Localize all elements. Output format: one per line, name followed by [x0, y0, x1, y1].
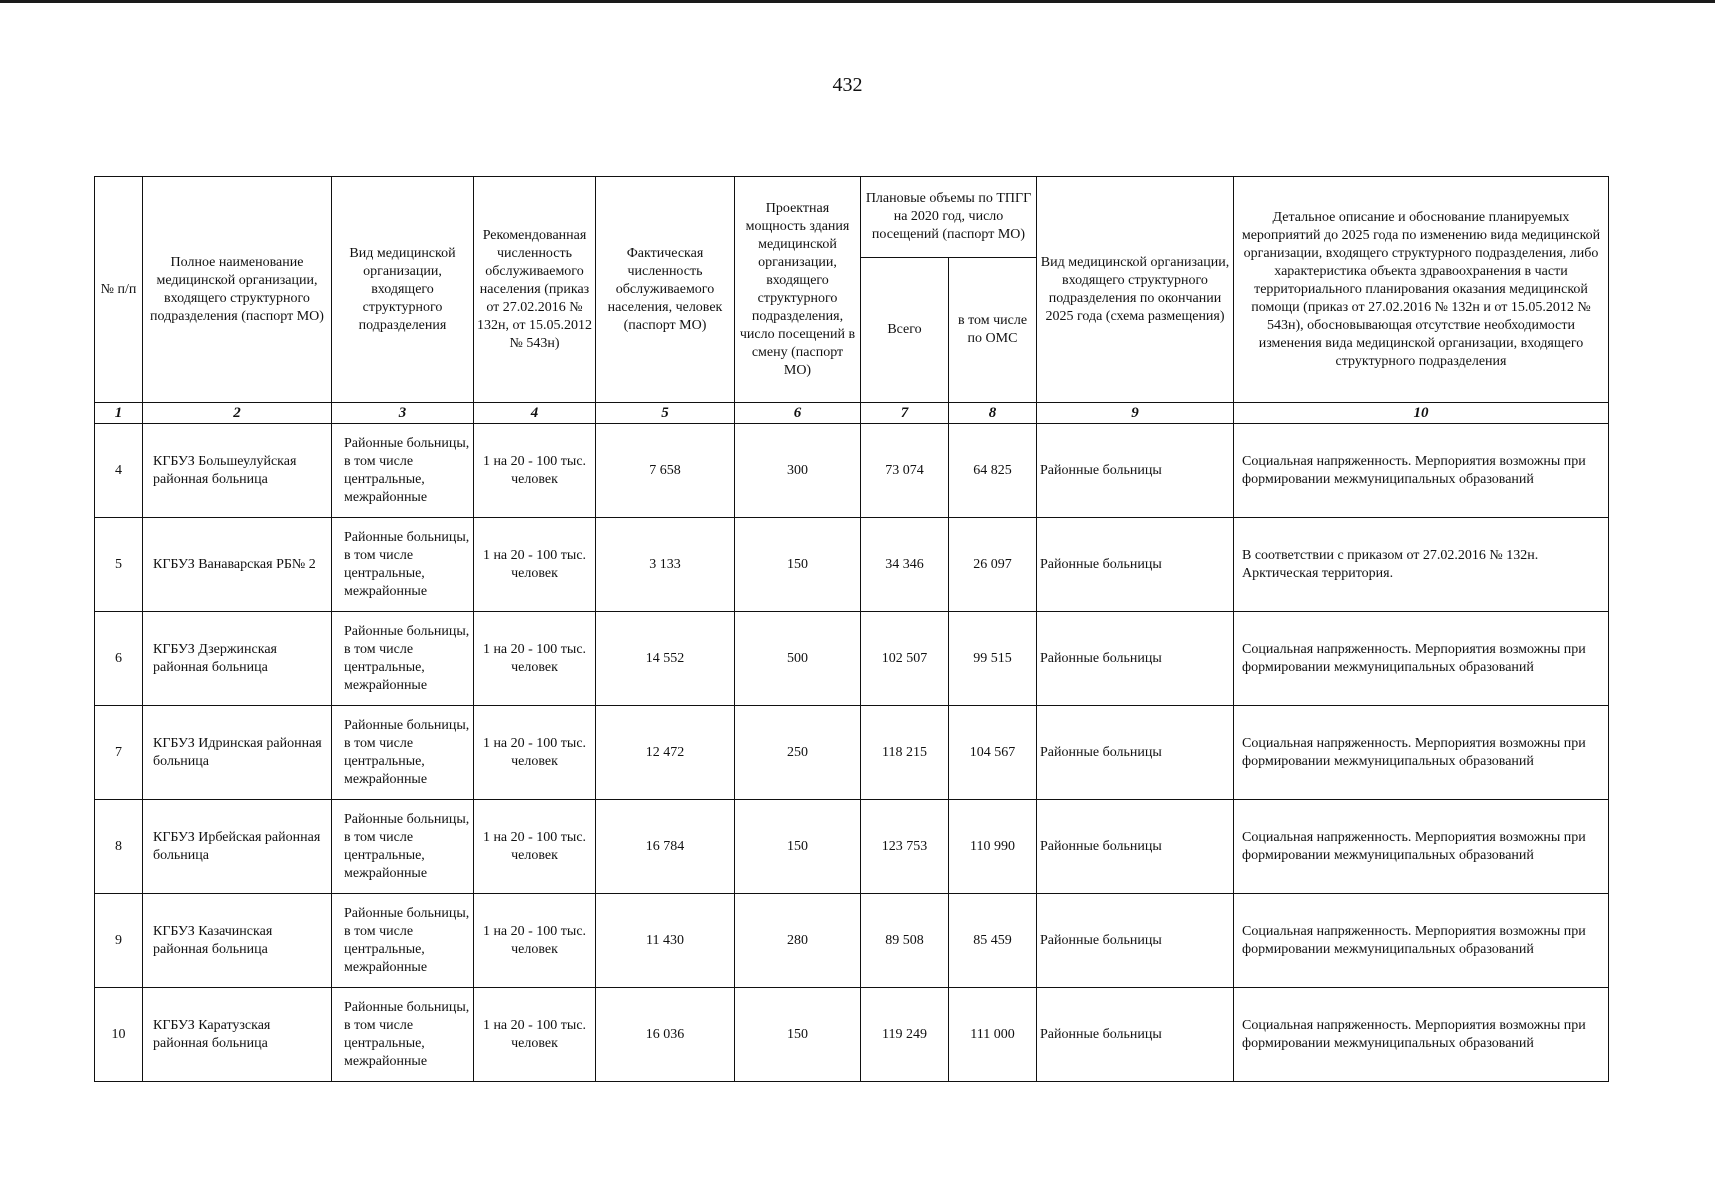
- design-capacity: 150: [735, 988, 861, 1082]
- rationale-text: Социальная напряженность. Мерпориятия возможны при формировании межмуниципальных образований: [1234, 612, 1609, 706]
- planned-visits-oms: 111 000: [949, 988, 1037, 1082]
- design-capacity: 150: [735, 518, 861, 612]
- header-oms: в том числе по ОМС: [949, 258, 1037, 403]
- organization-kind: Районные больницы, в том числе центральные, межрайонные: [332, 988, 474, 1082]
- planned-visits-oms: 104 567: [949, 706, 1037, 800]
- row-number: 8: [95, 800, 143, 894]
- rationale-text: Социальная напряженность. Мерпориятия возможны при формировании межмуниципальных образований: [1234, 894, 1609, 988]
- column-number: 7: [861, 403, 949, 424]
- table-row: [95, 518, 1609, 612]
- design-capacity: 500: [735, 612, 861, 706]
- hospital-name: КГБУЗ Казачинская районная больница: [143, 894, 332, 988]
- design-capacity: 250: [735, 706, 861, 800]
- recommended-population: 1 на 20 - 100 тыс. человек: [474, 706, 596, 800]
- column-number: 9: [1037, 403, 1234, 424]
- row-number: 10: [95, 988, 143, 1082]
- actual-population: 11 430: [596, 894, 735, 988]
- table-row: [95, 988, 1609, 1082]
- hospital-name: КГБУЗ Большеулуйская районная больница: [143, 424, 332, 518]
- rationale-text: Социальная напряженность. Мерпориятия возможны при формировании межмуниципальных образований: [1234, 800, 1609, 894]
- header-total: Всего: [861, 258, 949, 403]
- design-capacity: 150: [735, 800, 861, 894]
- recommended-population: 1 на 20 - 100 тыс. человек: [474, 988, 596, 1082]
- actual-population: 3 133: [596, 518, 735, 612]
- actual-population: 7 658: [596, 424, 735, 518]
- column-number: 3: [332, 403, 474, 424]
- planned-visits-oms: 85 459: [949, 894, 1037, 988]
- recommended-population: 1 на 20 - 100 тыс. человек: [474, 424, 596, 518]
- row-number: 4: [95, 424, 143, 518]
- column-number: 1: [95, 403, 143, 424]
- table-row: [95, 894, 1609, 988]
- planned-visits-total: 34 346: [861, 518, 949, 612]
- header-kind-2025: Вид медицинской организации, входящего структурного подразделения по окончании 2025 года (схема размещения): [1037, 177, 1234, 403]
- actual-population: 12 472: [596, 706, 735, 800]
- recommended-population: 1 на 20 - 100 тыс. человек: [474, 518, 596, 612]
- header-rationale: Детальное описание и обоснование планируемых мероприятий до 2025 года по изменению вида медицинской организации, входящего структурного подразделения, либо характеристика объекта здравоохранения в части территориального планирования оказания медицинской помощи (приказ от 27.02.2016 № 132н и от 15.05.2012 № 543н), обосновывающая отсутствие необходимости изменения вида медицинской организации, входящего структурного подразделения: [1234, 177, 1609, 403]
- actual-population: 16 784: [596, 800, 735, 894]
- planned-visits-total: 119 249: [861, 988, 949, 1082]
- rationale-text: Социальная напряженность. Мерпориятия возможны при формировании межмуниципальных образований: [1234, 706, 1609, 800]
- column-number: 5: [596, 403, 735, 424]
- header-row: [95, 177, 1609, 258]
- hospital-name: КГБУЗ Каратузская районная больница: [143, 988, 332, 1082]
- planned-visits-total: 73 074: [861, 424, 949, 518]
- column-number: 10: [1234, 403, 1609, 424]
- table-row: [95, 800, 1609, 894]
- header-name: Полное наименование медицинской организации, входящего структурного подразделения (паспорт МО): [143, 177, 332, 403]
- column-number: 6: [735, 403, 861, 424]
- hospital-name: КГБУЗ Идринская районная больница: [143, 706, 332, 800]
- planned-visits-total: 89 508: [861, 894, 949, 988]
- column-number-row: [95, 403, 1609, 424]
- hospital-name: КГБУЗ Ирбейская районная больница: [143, 800, 332, 894]
- header-recommended: Рекомендованная численность обслуживаемого населения (приказ от 27.02.2016 № 132н, от 15.05.2012 № 543н): [474, 177, 596, 403]
- organization-kind: Районные больницы, в том числе центральные, межрайонные: [332, 706, 474, 800]
- row-number: 7: [95, 706, 143, 800]
- row-number: 5: [95, 518, 143, 612]
- organization-kind: Районные больницы, в том числе центральные, межрайонные: [332, 800, 474, 894]
- actual-population: 16 036: [596, 988, 735, 1082]
- header-actual: Фактическая численность обслуживаемого населения, человек (паспорт МО): [596, 177, 735, 403]
- planned-visits-oms: 110 990: [949, 800, 1037, 894]
- page-number: 432: [832, 74, 863, 96]
- organization-kind-2025: Районные больницы: [1037, 988, 1234, 1082]
- planned-visits-total: 102 507: [861, 612, 949, 706]
- header-planned-volumes: Плановые объемы по ТПГГ на 2020 год, число посещений (паспорт МО): [861, 177, 1037, 258]
- organization-kind: Районные больницы, в том числе центральные, межрайонные: [332, 894, 474, 988]
- organization-kind-2025: Районные больницы: [1037, 894, 1234, 988]
- recommended-population: 1 на 20 - 100 тыс. человек: [474, 612, 596, 706]
- table-row: [95, 706, 1609, 800]
- recommended-population: 1 на 20 - 100 тыс. человек: [474, 800, 596, 894]
- design-capacity: 300: [735, 424, 861, 518]
- planned-visits-total: 123 753: [861, 800, 949, 894]
- organization-kind-2025: Районные больницы: [1037, 612, 1234, 706]
- column-number: 4: [474, 403, 596, 424]
- hospital-table: [94, 176, 1609, 1082]
- rationale-text: Социальная напряженность. Мерпориятия возможны при формировании межмуниципальных образований: [1234, 988, 1609, 1082]
- row-number: 9: [95, 894, 143, 988]
- recommended-population: 1 на 20 - 100 тыс. человек: [474, 894, 596, 988]
- planned-visits-total: 118 215: [861, 706, 949, 800]
- table-row: [95, 424, 1609, 518]
- organization-kind-2025: Районные больницы: [1037, 706, 1234, 800]
- column-number: 8: [949, 403, 1037, 424]
- header-num: № п/п: [95, 177, 143, 403]
- planned-visits-oms: 64 825: [949, 424, 1037, 518]
- organization-kind-2025: Районные больницы: [1037, 424, 1234, 518]
- planned-visits-oms: 26 097: [949, 518, 1037, 612]
- hospital-name: КГБУЗ Дзержинская районная больница: [143, 612, 332, 706]
- column-number: 2: [143, 403, 332, 424]
- planned-visits-oms: 99 515: [949, 612, 1037, 706]
- actual-population: 14 552: [596, 612, 735, 706]
- table-row: [95, 612, 1609, 706]
- hospital-name: КГБУЗ Ванаварская РБ№ 2: [143, 518, 332, 612]
- organization-kind-2025: Районные больницы: [1037, 800, 1234, 894]
- header-capacity: Проектная мощность здания медицинской организации, входящего структурного подразделения, число посещений в смену (паспорт МО): [735, 177, 861, 403]
- design-capacity: 280: [735, 894, 861, 988]
- row-number: 6: [95, 612, 143, 706]
- rationale-text: В соответствии с приказом от 27.02.2016 № 132н. Арктическая территория.: [1234, 518, 1609, 612]
- organization-kind-2025: Районные больницы: [1037, 518, 1234, 612]
- rationale-text: Социальная напряженность. Мерпориятия возможны при формировании межмуниципальных образований: [1234, 424, 1609, 518]
- organization-kind: Районные больницы, в том числе центральные, межрайонные: [332, 518, 474, 612]
- organization-kind: Районные больницы, в том числе центральные, межрайонные: [332, 612, 474, 706]
- scan-top-edge: [0, 0, 1715, 3]
- header-kind: Вид медицинской организации, входящего структурного подразделения: [332, 177, 474, 403]
- organization-kind: Районные больницы, в том числе центральные, межрайонные: [332, 424, 474, 518]
